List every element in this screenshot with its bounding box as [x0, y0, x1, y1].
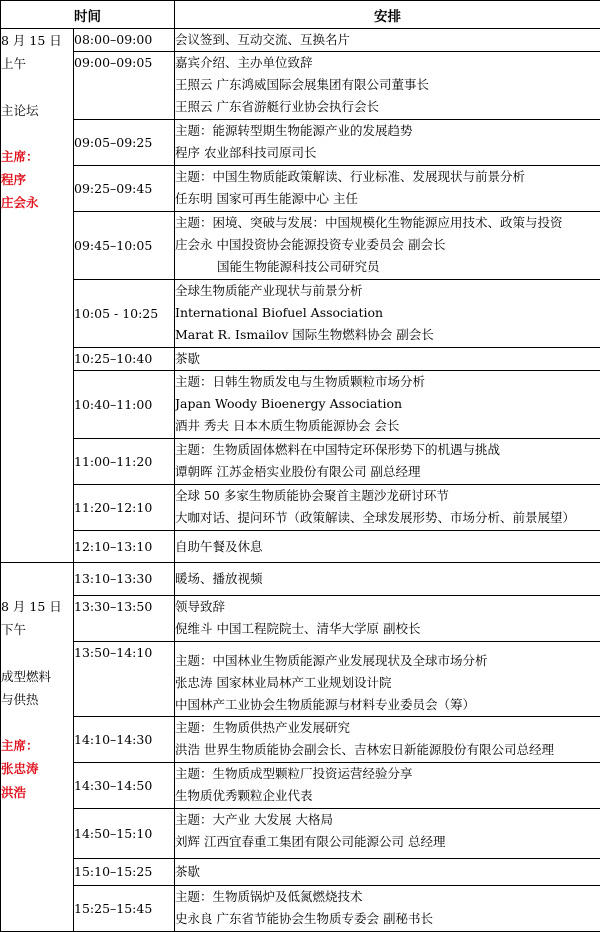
- time-cell: 11:00–11:20: [74, 439, 175, 485]
- schedule-cell: [175, 348, 600, 371]
- schedule-line: 庄会永 中国投资协会能源投资专业委员会 副会长: [175, 234, 600, 256]
- schedule-line: 中国林产工业协会生物质能源与材料专业委员会（筹）: [175, 694, 600, 716]
- time-cell: 14:30–14:50: [74, 763, 175, 809]
- table-row: [1, 763, 600, 809]
- schedule-cell: [175, 439, 600, 485]
- table-row: [1, 531, 600, 563]
- table-row: [1, 809, 600, 859]
- table-row: [1, 120, 600, 166]
- header-time: 时间: [1, 1, 175, 29]
- schedule-line: 张忠涛 国家林业局林产工业规划设计院: [175, 672, 600, 694]
- schedule-line: 谭朝晖 江苏金梧实业股份有限公司 副总经理: [175, 461, 600, 483]
- schedule-cell: [175, 371, 600, 439]
- time-cell: 09:05–09:25: [74, 120, 175, 166]
- schedule-line: 全球 50 多家生物质能协会聚首主题沙龙研讨环节: [175, 485, 600, 507]
- time-cell: 13:10–13:30: [74, 563, 175, 596]
- session-period: 上午: [1, 52, 73, 75]
- schedule-line: 倪维斗 中国工程院院士、清华大学原 副校长: [175, 618, 600, 640]
- afternoon-session-cell: [1, 563, 74, 932]
- schedule-line: 自助午餐及休息: [175, 536, 600, 558]
- table-row: [1, 563, 600, 596]
- schedule-cell: [175, 717, 600, 763]
- table-row: [1, 859, 600, 886]
- schedule-cell: [175, 809, 600, 859]
- schedule-line: 主题：困境、突破与发展：中国规模化生物能源应用技术、政策与投资: [175, 212, 600, 234]
- schedule-line: 王照云 广东省游艇行业协会执行会长: [175, 96, 600, 118]
- session-date: 8 月 15 日: [1, 29, 73, 52]
- time-cell: 10:05 - 10:25: [74, 280, 175, 348]
- table-row: [1, 371, 600, 439]
- schedule-line: 主题：日韩生物质发电与生物质颗粒市场分析: [175, 371, 600, 393]
- schedule-cell: [175, 52, 600, 120]
- schedule-line: 主题：生物质固体燃料在中国特定环保形势下的机遇与挑战: [175, 439, 600, 461]
- time-cell: 14:50–15:10: [74, 809, 175, 859]
- session-chair-name: 洪浩: [1, 781, 73, 804]
- schedule-line: 主题：能源转型期生物能源产业的发展趋势: [175, 120, 600, 142]
- schedule-line: 主题：生物质锅炉及低氮燃烧技术: [175, 886, 600, 908]
- morning-session-cell: [1, 29, 74, 563]
- time-cell: 10:40–11:00: [74, 371, 175, 439]
- schedule-line: 领导致辞: [175, 596, 600, 618]
- schedule-line: 任东明 国家可再生能源中心 主任: [175, 188, 600, 210]
- session-title: 与供热: [1, 688, 73, 711]
- schedule-line: 生物质优秀颗粒企业代表: [175, 785, 600, 807]
- schedule-line: 嘉宾介绍、主办单位致辞: [175, 52, 600, 74]
- schedule-line: 暖场、播放视频: [175, 568, 600, 590]
- schedule-line: 会议签到、互动交流、互换名片: [175, 29, 600, 51]
- table-row: [1, 642, 600, 717]
- time-cell: 15:25–15:45: [74, 886, 175, 932]
- schedule-cell: [175, 859, 600, 886]
- schedule-cell: [175, 120, 600, 166]
- schedule-cell: [175, 29, 600, 52]
- table-row: [1, 439, 600, 485]
- schedule-line: 王照云 广东鸿威国际会展集团有限公司董事长: [175, 74, 600, 96]
- schedule-line: 主题：中国林业生物质能源产业发展现状及全球市场分析: [175, 650, 600, 672]
- schedule-cell: [175, 485, 600, 531]
- schedule-line: International Biofuel Association: [175, 302, 600, 324]
- session-period: 下午: [1, 618, 73, 641]
- schedule-line: 洪浩 世界生物质能协会副会长、吉林宏日新能源股份有限公司总经理: [175, 739, 600, 761]
- schedule-line: 主题：中国生物质能政策解读、行业标准、发展现状与前景分析: [175, 166, 600, 188]
- schedule-line: 全球生物质能产业现状与前景分析: [175, 280, 600, 302]
- schedule-line: 大咖对话、提问环节（政策解读、全球发展形势、市场分析、前景展望）: [175, 507, 600, 529]
- table-row: [1, 166, 600, 212]
- schedule-line: 国能生物能源科技公司研究员: [175, 256, 600, 278]
- session-chair-label: 主席：: [1, 734, 73, 757]
- table-row: [1, 596, 600, 642]
- table-row: [1, 212, 600, 280]
- schedule-cell: [175, 596, 600, 642]
- time-cell: 08:00–09:00: [74, 29, 175, 52]
- table-row: [1, 29, 600, 52]
- time-cell: 10:25–10:40: [74, 348, 175, 371]
- table-row: [1, 485, 600, 531]
- schedule-cell: [175, 886, 600, 932]
- session-chair-name: 程序: [1, 168, 73, 191]
- header-row: [1, 1, 600, 29]
- time-cell: 13:30–13:50: [74, 596, 175, 642]
- session-title: 主论坛: [1, 99, 73, 122]
- session-date: 8 月 15 日: [1, 595, 73, 618]
- schedule-line: 主题：生物质供热产业发展研究: [175, 717, 600, 739]
- time-cell: 09:25–09:45: [74, 166, 175, 212]
- schedule-line: 茶歇: [175, 861, 600, 883]
- time-cell: 13:50–14:10: [74, 642, 175, 717]
- table-row: [1, 280, 600, 348]
- time-cell: 14:10–14:30: [74, 717, 175, 763]
- schedule-cell: [175, 531, 600, 563]
- table-row: [1, 717, 600, 763]
- table-row: [1, 52, 600, 120]
- schedule-line: 酒井 秀夫 日本木质生物质能源协会 会长: [175, 415, 600, 437]
- session-chair-label: 主席：: [1, 145, 73, 168]
- table-row: [1, 886, 600, 932]
- session-title: 成型燃料: [1, 665, 73, 688]
- schedule-line: Marat R. Ismailov 国际生物燃料协会 副会长: [175, 324, 600, 346]
- table-row: [1, 348, 600, 371]
- schedule-line: 史永良 广东省节能协会生物质专委会 副秘书长: [175, 908, 600, 930]
- schedule-cell: [175, 642, 600, 717]
- schedule-cell: [175, 563, 600, 596]
- time-cell: 15:10–15:25: [74, 859, 175, 886]
- schedule-cell: [175, 280, 600, 348]
- session-chair-name: 张忠涛: [1, 757, 73, 780]
- time-cell: 12:10–13:10: [74, 531, 175, 563]
- time-cell: 11:20–12:10: [74, 485, 175, 531]
- time-cell: 09:45–10:05: [74, 212, 175, 280]
- time-cell: 09:00–09:05: [74, 52, 175, 120]
- schedule-line: 茶歇: [175, 348, 600, 370]
- schedule-cell: [175, 166, 600, 212]
- schedule-line: Japan Woody Bioenergy Association: [175, 393, 600, 415]
- schedule-line: 刘辉 江西宜春重工集团有限公司能源公司 总经理: [175, 831, 600, 853]
- session-chair-name: 庄会永: [1, 191, 73, 214]
- header-schedule: 安排: [175, 1, 600, 29]
- schedule-line: 主题：大产业 大发展 大格局: [175, 809, 600, 831]
- schedule-line: 主题：生物质成型颗粒厂投资运营经验分享: [175, 763, 600, 785]
- schedule-cell: [175, 763, 600, 809]
- schedule-cell: [175, 212, 600, 280]
- schedule-line: 程序 农业部科技司原司长: [175, 142, 600, 164]
